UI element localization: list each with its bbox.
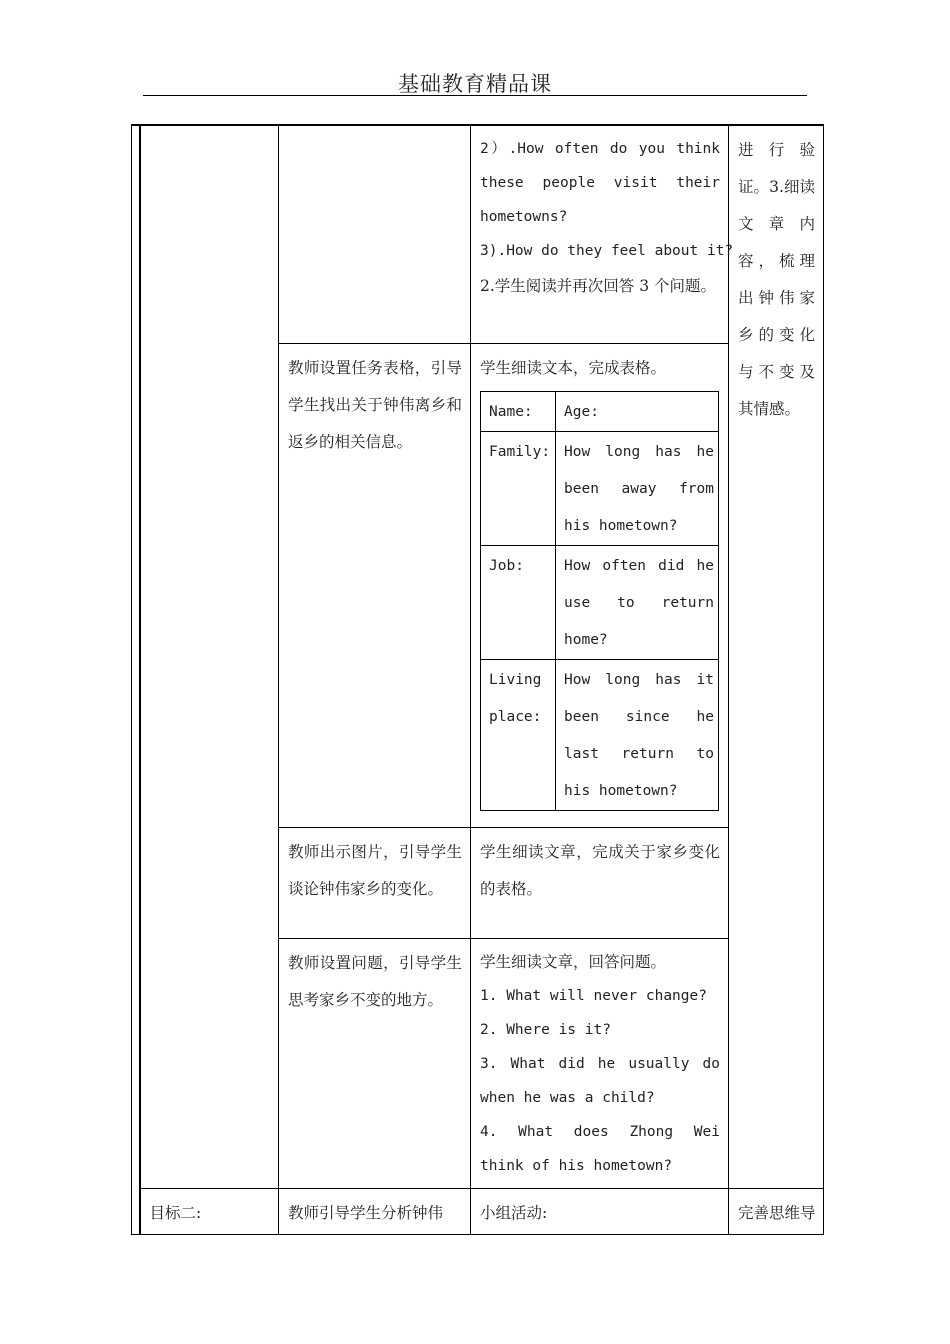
question-item: 4. What does Zhong Wei think of his hometown? <box>480 1123 720 1174</box>
info-table-cell: How long has he been away from his hometown? <box>556 431 719 545</box>
info-table-row <box>481 431 719 545</box>
student-activity-cell <box>471 938 729 1188</box>
info-table-cell: How long has it been since he last return to his hometown? <box>556 659 719 810</box>
student-changes-text: 学生细读文章，完成关于家乡变化的表格。 <box>480 842 720 898</box>
student-answer-intro: 学生细读文章，回答问题。 <box>480 952 667 971</box>
info-table-cell: How often did he use to return home? <box>556 545 719 659</box>
left-margin-cell <box>132 125 140 1234</box>
info-table-row <box>481 659 719 810</box>
student-activity-cell <box>471 827 729 938</box>
goal-cell <box>140 125 279 1188</box>
lesson-plan-table <box>131 124 824 1235</box>
page-header-title: 基础教育精品课 <box>398 72 552 96</box>
question-2-text: 2）.How often do you think these people visit their hometowns? <box>480 141 720 225</box>
goal-cell <box>140 1188 279 1234</box>
table-row <box>132 1188 824 1234</box>
question-3-text: 3).How do they feel about it? <box>480 243 734 259</box>
header-divider <box>143 95 807 96</box>
student-activity-cell <box>471 343 729 827</box>
teacher-activity-cell <box>279 1188 471 1234</box>
teacher-activity-cell <box>279 938 471 1188</box>
student-activity-cell <box>471 1188 729 1234</box>
info-table-cell: Age: <box>556 391 719 431</box>
info-table-cell: Living place: <box>481 659 556 810</box>
info-table-row <box>481 545 719 659</box>
intent-mindmap-text: 完善思维导 <box>738 1203 816 1222</box>
design-intent-cell <box>729 1188 824 1234</box>
question-item: 3. What did he usually do when he was a child? <box>480 1055 720 1106</box>
question-item: 1. What will never change? <box>480 987 707 1004</box>
student-reread-text: 2.学生阅读并再次回答 3 个问题。 <box>480 277 717 295</box>
info-table-cell: Family: <box>481 431 556 545</box>
teacher-activity-cell <box>279 343 471 827</box>
teacher-analyze-text: 教师引导学生分析钟伟 <box>288 1203 444 1222</box>
goal-two-label: 目标二: <box>149 1203 202 1222</box>
teacher-questions-text: 教师设置问题，引导学生思考家乡不变的地方。 <box>288 953 462 1009</box>
teacher-pictures-text: 教师出示图片，引导学生谈论钟伟家乡的变化。 <box>288 842 462 898</box>
question-item: 2. Where is it? <box>480 1021 611 1038</box>
info-table-cell: Name: <box>481 391 556 431</box>
teacher-task-text: 教师设置任务表格，引导学生找出关于钟伟离乡和返乡的相关信息。 <box>288 358 462 451</box>
design-intent-cell <box>729 125 824 1188</box>
info-table-cell: Job: <box>481 545 556 659</box>
teacher-activity-cell <box>279 827 471 938</box>
teacher-activity-cell <box>279 125 471 343</box>
student-activity-cell <box>471 125 734 343</box>
design-intent-text: 进行验证。3.细读文章内容，梳理出钟伟家乡的变化与不变及其情感。 <box>738 141 815 418</box>
table-row <box>132 125 824 343</box>
info-table-row <box>481 391 719 431</box>
group-activity-label: 小组活动: <box>480 1203 548 1222</box>
info-table <box>480 391 719 811</box>
student-task-text: 学生细读文本，完成表格。 <box>480 358 667 377</box>
